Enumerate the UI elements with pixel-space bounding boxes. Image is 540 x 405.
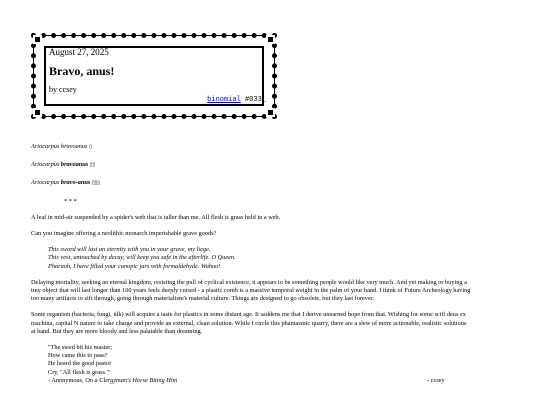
species-glyph: ▯▯▯ <box>91 181 101 187</box>
post-body <box>31 143 471 393</box>
paragraph: Some organism (bacteria, fungi, idk) will acquire a taste for plastics in some distant age. It saddens me that I derive unearned hope from that. Wishing for some scifi deus ex machina, capital N nature to take charge and provide an external, clean solution. While I circle this phantasmic quarry, there are a slew of more actionable, realistic solutions at hand. But they are more bloody and less palatable than dreaming. <box>31 311 467 335</box>
species-line <box>31 143 471 152</box>
paragraph: Delaying mortality, seeking an eternal kingdom, resisting the pull of cyclical existence, it appears to be something people would like very much. And yet making or buying a tiny object that will last longer than 100 years feels deeply cursed - a plastic comb is a massive temporal weight in the palm of your hand. I think of Future Archeology having too many artifacts to sift through, going through materialism's material culture. Things are designed to go obsolete, but they last forever. <box>31 278 471 303</box>
attribution-title: On a Clergyman's Horse Biting Him <box>85 376 178 384</box>
frame-corner-ornament <box>33 35 42 44</box>
species-glyph: ▯▯ <box>89 163 96 169</box>
frame-corner-ornament <box>266 108 275 117</box>
signature: - ccsey <box>427 377 445 384</box>
verse-line: This vest, untouched by decay, will keep you safe in the afterlife. O Queen. <box>48 254 236 262</box>
quote-line: He heard the good pastor <box>48 360 112 368</box>
species-glyph: ▯ <box>89 145 92 150</box>
post-title: Bravo, anus! <box>49 64 115 78</box>
verse-line: This sword will last an eternity with you in your grave, my liege. <box>48 246 211 254</box>
tag-link-binomial[interactable]: binomial <box>207 96 241 104</box>
post-date: August 27, 2025 <box>49 47 109 57</box>
post-byline: by ccsey <box>49 85 77 94</box>
verse-line: Pharaoh, I have filled your canopic jars with formaldehyde. Wahoo! <box>48 262 221 270</box>
species-genus: Ariocarpus <box>31 143 61 150</box>
paragraph: Can you imagine offering a neolithic monarch imperishable grave goods? <box>31 230 217 238</box>
species-genus: Ariocarpus <box>31 161 61 169</box>
tag-number: #033_ <box>244 96 266 104</box>
quote-line: Cry, "All flesh is grass."' <box>48 368 111 376</box>
verse-block <box>31 246 471 271</box>
species-line <box>31 179 471 188</box>
frame-corner-ornament <box>33 108 42 117</box>
attribution-author: - Anonymous, <box>48 376 86 384</box>
species-line <box>31 161 471 170</box>
quote-attribution <box>48 377 471 385</box>
quote-block <box>31 344 471 385</box>
species-epithet: bravoanus <box>60 161 89 169</box>
species-epithet: bravo-anus <box>60 179 91 187</box>
species-epithet: bravoanus <box>60 143 88 150</box>
quote-line: How came this to pass? <box>48 352 108 360</box>
section-separator: * * * <box>64 197 77 205</box>
paragraph: A leaf in mid-air suspended by a spider's web that is taller than me. All flesh is grass held in a web. <box>31 213 281 221</box>
species-genus: Ariocarpus <box>31 179 61 187</box>
quote-line: "The steed bit his master; <box>48 344 113 352</box>
frame-corner-ornament <box>266 35 275 44</box>
post-tag <box>207 96 266 104</box>
